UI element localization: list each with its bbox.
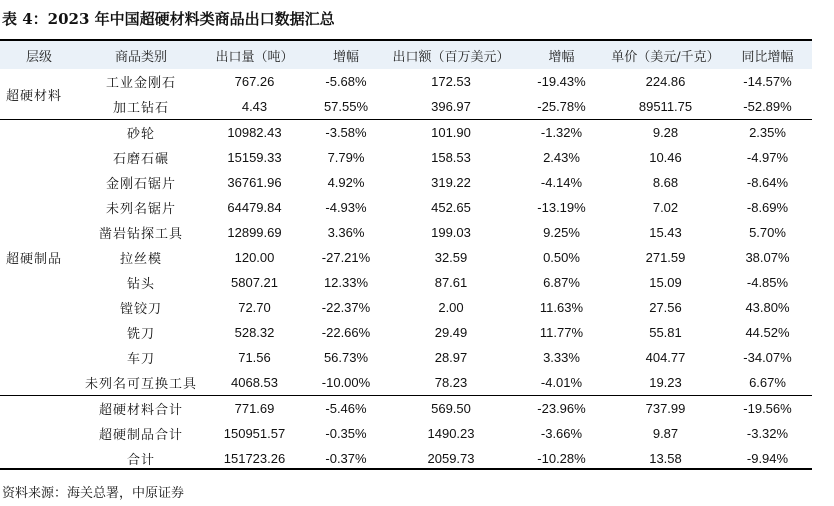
- volume-growth-cell: -10.00%: [321, 375, 371, 390]
- header-volume-growth: 增幅: [305, 41, 387, 69]
- export-volume-cell: 4068.53: [231, 375, 278, 390]
- yoy-growth-cell: -4.97%: [746, 150, 789, 165]
- volume-growth-cell: -0.37%: [325, 451, 367, 466]
- export-value-cell: 2059.73: [427, 451, 475, 466]
- yoy-growth-cell: -9.94%: [746, 451, 789, 466]
- export-value-cell: 396.97: [431, 99, 471, 114]
- yoy-growth-cell: 38.07%: [745, 250, 790, 265]
- unit-price-cell: 13.58: [649, 451, 682, 466]
- category-cell: 镗铰刀: [119, 302, 162, 317]
- header-unit-price: 单价（美元/千克）: [608, 41, 723, 69]
- layer-cell: 超硬制品: [0, 120, 78, 396]
- unit-price-cell: 9.28: [608, 120, 723, 146]
- header-export-volume: 出口量（吨）: [204, 41, 305, 69]
- value-growth-cell: 11.63%: [539, 300, 584, 315]
- yoy-growth-cell: 6.67%: [749, 375, 786, 390]
- yoy-growth-cell: 5.70%: [749, 225, 786, 240]
- table-row: [0, 270, 812, 295]
- yoy-growth-cell: -8.69%: [746, 200, 789, 215]
- export-volume-cell: 5807.21: [231, 275, 278, 290]
- value-growth-cell: -3.66%: [540, 426, 583, 441]
- value-growth-cell: 6.87%: [543, 275, 580, 290]
- value-growth-cell: -13.19%: [537, 200, 586, 215]
- header-export-value: 出口额（百万美元）: [387, 41, 515, 69]
- export-volume-cell: 4.43: [241, 99, 268, 114]
- volume-growth-cell: 3.36%: [327, 225, 365, 240]
- export-value-cell: 158.53: [431, 150, 471, 165]
- unit-price-cell: 89511.75: [638, 99, 693, 114]
- volume-growth-cell: -4.93%: [325, 200, 367, 215]
- export-volume-cell: 151723.26: [223, 451, 286, 466]
- export-volume-cell: 64479.84: [227, 200, 282, 215]
- volume-growth-cell: -27.21%: [321, 250, 371, 265]
- category-cell: 石磨石碾: [112, 152, 169, 167]
- yoy-growth-cell: -52.89%: [743, 99, 792, 114]
- yoy-growth-cell: -19.56%: [723, 396, 812, 422]
- export-value-cell: 87.61: [434, 275, 468, 290]
- export-value-cell: 28.97: [434, 350, 468, 365]
- value-growth-cell: 11.77%: [539, 325, 584, 340]
- category-cell: 工业金刚石: [105, 76, 176, 91]
- category-cell: 超硬制品合计: [98, 428, 183, 443]
- layer-cell: [0, 396, 78, 472]
- table-row: [0, 170, 812, 195]
- table-row: [0, 245, 812, 270]
- export-volume-cell: 10982.43: [204, 120, 305, 146]
- yoy-growth-cell: -14.57%: [743, 74, 792, 89]
- table-row: [0, 295, 812, 320]
- value-growth-cell: 3.33%: [543, 350, 580, 365]
- yoy-growth-cell: 44.52%: [745, 325, 790, 340]
- table-row: [0, 120, 812, 146]
- header-row: [0, 41, 812, 69]
- unit-price-cell: 19.23: [649, 375, 682, 390]
- value-growth-cell: 9.25%: [543, 225, 580, 240]
- export-value-cell: 78.23: [434, 375, 468, 390]
- category-cell: 砂轮: [78, 120, 204, 146]
- value-growth-cell: -4.14%: [540, 175, 583, 190]
- layer-cell: 超硬材料: [6, 88, 63, 104]
- header-value-growth: 增幅: [515, 41, 608, 69]
- export-volume-cell: 71.56: [238, 350, 271, 365]
- unit-price-cell: 15.09: [649, 275, 682, 290]
- category-cell: 未列名可互换工具: [84, 377, 197, 392]
- unit-price-cell: 404.77: [645, 350, 686, 365]
- category-cell: 未列名锯片: [105, 202, 176, 217]
- category-cell: 铣刀: [126, 327, 155, 342]
- export-value-cell: 101.90: [387, 120, 515, 146]
- export-volume-cell: 528.32: [234, 325, 275, 340]
- yoy-growth-cell: -8.64%: [746, 175, 789, 190]
- volume-growth-cell: -5.68%: [325, 74, 367, 89]
- volume-growth-cell: -5.46%: [305, 396, 387, 422]
- export-value-cell: 319.22: [431, 175, 471, 190]
- export-data-table: [0, 41, 812, 471]
- volume-growth-cell: 7.79%: [327, 150, 365, 165]
- export-volume-cell: 771.69: [204, 396, 305, 422]
- export-volume-cell: 150951.57: [223, 426, 286, 441]
- export-volume-cell: 15159.33: [227, 150, 282, 165]
- export-volume-cell: 36761.96: [227, 175, 282, 190]
- table-row: [0, 320, 812, 345]
- value-growth-cell: -10.28%: [537, 451, 586, 466]
- table-body: [0, 69, 812, 471]
- header-yoy-growth: 同比增幅: [723, 41, 812, 69]
- unit-price-cell: 737.99: [608, 396, 723, 422]
- unit-price-cell: 10.46: [649, 150, 682, 165]
- source-note: 资料来源：海关总署，中原证券: [2, 486, 185, 501]
- unit-price-cell: 55.81: [649, 325, 682, 340]
- value-growth-cell: 2.43%: [543, 150, 580, 165]
- volume-growth-cell: -22.37%: [321, 300, 371, 315]
- export-value-cell: 29.49: [434, 325, 468, 340]
- volume-growth-cell: 56.73%: [323, 350, 369, 365]
- volume-growth-cell: 12.33%: [323, 275, 369, 290]
- bottom-rule: [0, 468, 812, 470]
- category-cell: 加工钻石: [112, 101, 169, 116]
- value-growth-cell: -4.01%: [540, 375, 583, 390]
- table-row: [0, 195, 812, 220]
- value-growth-cell: -19.43%: [537, 74, 586, 89]
- table-row: [0, 421, 812, 446]
- export-volume-cell: 120.00: [234, 250, 275, 265]
- category-cell: 拉丝模: [119, 252, 162, 267]
- unit-price-cell: 15.43: [649, 225, 682, 240]
- category-cell: 超硬材料合计: [78, 396, 204, 422]
- volume-growth-cell: -0.35%: [325, 426, 367, 441]
- unit-price-cell: 8.68: [652, 175, 679, 190]
- category-cell: 凿岩钻探工具: [98, 227, 183, 242]
- header-category: 商品类别: [78, 41, 204, 69]
- value-growth-cell: 0.50%: [543, 250, 580, 265]
- value-growth-cell: -1.32%: [515, 120, 608, 146]
- yoy-growth-cell: -34.07%: [743, 350, 792, 365]
- table-row: [0, 396, 812, 422]
- category-cell: 钻头: [126, 277, 155, 292]
- unit-price-cell: 27.56: [649, 300, 682, 315]
- yoy-growth-cell: 2.35%: [723, 120, 812, 146]
- export-volume-cell: 72.70: [238, 300, 271, 315]
- header-layer: 层级: [0, 41, 78, 69]
- export-value-cell: 1490.23: [427, 426, 475, 441]
- export-volume-cell: 12899.69: [227, 225, 282, 240]
- export-value-cell: 452.65: [431, 200, 471, 215]
- value-growth-cell: -25.78%: [537, 99, 586, 114]
- table-row: [0, 94, 812, 120]
- yoy-growth-cell: -4.85%: [746, 275, 789, 290]
- export-value-cell: 2.00: [438, 300, 464, 315]
- unit-price-cell: 224.86: [645, 74, 686, 89]
- unit-price-cell: 7.02: [652, 200, 679, 215]
- table-title: 表 4：2023 年中国超硬材料类商品出口数据汇总: [2, 10, 335, 28]
- table-row: [0, 345, 812, 370]
- category-cell: 金刚石锯片: [105, 177, 176, 192]
- table-row: [0, 220, 812, 245]
- export-value-cell: 569.50: [387, 396, 515, 422]
- export-value-cell: 172.53: [431, 74, 471, 89]
- export-volume-cell: 767.26: [234, 74, 275, 89]
- yoy-growth-cell: -3.32%: [746, 426, 789, 441]
- unit-price-cell: 271.59: [645, 250, 686, 265]
- volume-growth-cell: -22.66%: [321, 325, 371, 340]
- volume-growth-cell: -3.58%: [305, 120, 387, 146]
- export-value-cell: 32.59: [434, 250, 468, 265]
- table-row: [0, 370, 812, 396]
- yoy-growth-cell: 43.80%: [745, 300, 790, 315]
- unit-price-cell: 9.87: [652, 426, 679, 441]
- table-row: [0, 69, 812, 94]
- category-cell: 车刀: [126, 352, 155, 367]
- table-row: [0, 145, 812, 170]
- value-growth-cell: -23.96%: [515, 396, 608, 422]
- export-value-cell: 199.03: [431, 225, 471, 240]
- category-cell: 合计: [126, 453, 155, 468]
- volume-growth-cell: 57.55%: [323, 99, 369, 114]
- volume-growth-cell: 4.92%: [327, 175, 365, 190]
